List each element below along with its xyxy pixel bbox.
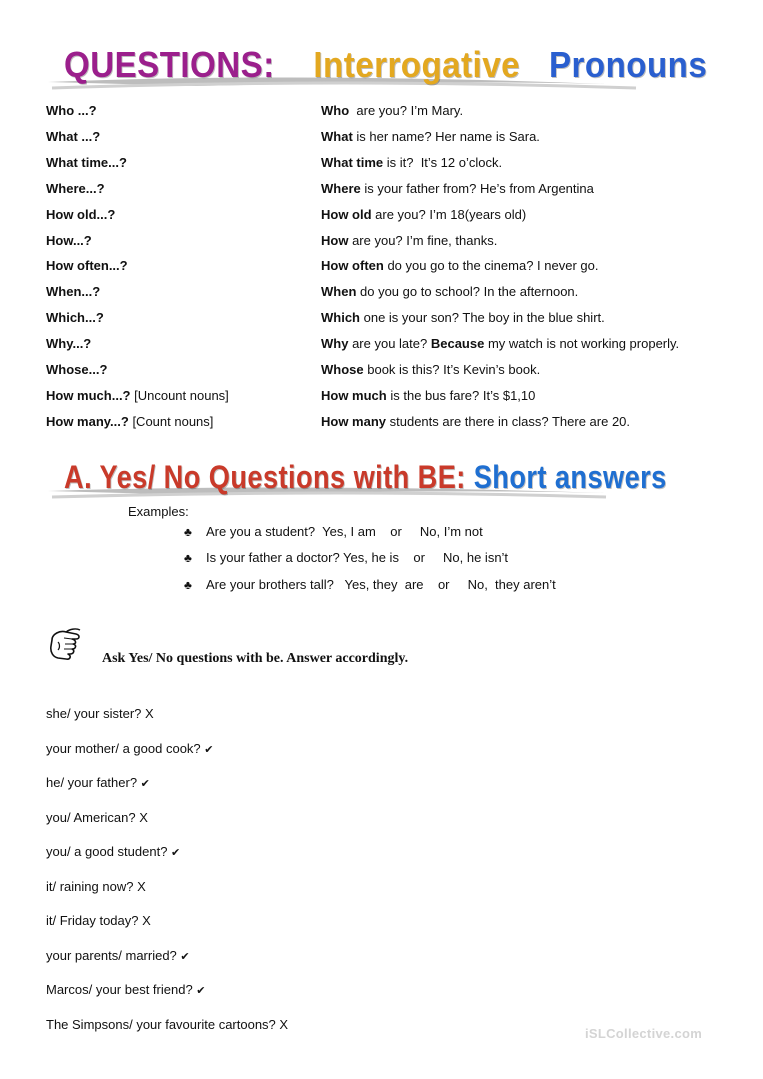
pronoun-question bbox=[46, 388, 229, 403]
example-item bbox=[184, 577, 556, 592]
pronoun-question bbox=[46, 207, 115, 222]
example-sentence: Is your father a doctor? Yes, he is or No, he isn’t bbox=[206, 550, 509, 565]
pointing-hand-icon bbox=[46, 626, 90, 670]
pronoun-row bbox=[0, 233, 763, 255]
pronoun-question-word: How many...? bbox=[46, 413, 129, 429]
pronoun-question-word: How often...? bbox=[46, 258, 128, 274]
exercise-item bbox=[46, 741, 213, 756]
pronoun-question-word: How much...? bbox=[46, 387, 131, 403]
pronoun-question bbox=[46, 310, 104, 325]
pronoun-row bbox=[0, 258, 763, 280]
example-text: students are there in class? There are 20. bbox=[386, 413, 631, 429]
example-text: do you go to school? In the afternoon. bbox=[356, 284, 579, 300]
example-bold: How often bbox=[321, 258, 384, 274]
example-item bbox=[184, 524, 483, 539]
pronoun-note: [Uncount nouns] bbox=[130, 387, 229, 403]
cross-mark: X bbox=[137, 878, 146, 894]
pronoun-example bbox=[321, 233, 497, 248]
checkmark-icon: ✔ bbox=[171, 847, 181, 859]
pronoun-question-word: Why...? bbox=[46, 336, 92, 352]
pronoun-example bbox=[321, 388, 535, 403]
exercise-item bbox=[46, 706, 154, 721]
pronoun-row bbox=[0, 181, 763, 203]
main-title-text bbox=[64, 44, 707, 86]
cross-mark: X bbox=[142, 913, 151, 928]
pronoun-row bbox=[0, 414, 763, 436]
example-bold: How old bbox=[321, 206, 372, 222]
exercise-prompt: you/ a good student? bbox=[46, 844, 172, 859]
exercise-prompt: your mother/ a good cook? bbox=[46, 740, 205, 756]
pronoun-example bbox=[321, 207, 526, 222]
pronoun-question bbox=[46, 336, 91, 351]
example-bold: What bbox=[321, 128, 353, 144]
exercise-item bbox=[46, 775, 150, 790]
pronoun-question-word: How...? bbox=[46, 232, 92, 248]
title-part-questions: QUESTIONS: bbox=[64, 44, 275, 85]
example-item bbox=[184, 550, 508, 565]
main-title bbox=[46, 44, 708, 94]
pronoun-question bbox=[46, 414, 213, 429]
pronoun-question bbox=[46, 233, 92, 248]
section-a-title-text bbox=[64, 459, 667, 496]
checkmark-icon: ✔ bbox=[180, 950, 190, 963]
exercise-item bbox=[46, 844, 180, 859]
title-part-interrogative: Interrogative bbox=[313, 44, 520, 85]
example-text: is it? It’s 12 o’clock. bbox=[383, 154, 503, 170]
pronoun-question-word: Whose...? bbox=[46, 362, 108, 377]
pronoun-row bbox=[0, 103, 763, 125]
pronoun-example bbox=[321, 155, 502, 170]
example-text: do you go to the cinema? I never go. bbox=[383, 258, 599, 274]
example-bold: When bbox=[321, 284, 357, 300]
pronoun-example bbox=[321, 129, 540, 144]
example-text: is the bus fare? It’s $1,10 bbox=[386, 387, 536, 403]
example-sentence: Are your brothers tall? Yes, they are or No, they aren’t bbox=[206, 577, 556, 592]
exercise-prompt: Marcos/ your best friend? bbox=[46, 982, 197, 997]
example-bold: Whose bbox=[321, 362, 364, 377]
checkmark-icon: ✔ bbox=[140, 778, 150, 790]
section-a-title bbox=[46, 459, 667, 505]
example-text: are you? I’m fine, thanks. bbox=[348, 232, 498, 248]
pronoun-question-word: Who ...? bbox=[46, 103, 97, 118]
pronoun-row bbox=[0, 336, 763, 358]
club-bullet-icon: ♣ bbox=[184, 578, 192, 592]
pronoun-row bbox=[0, 362, 763, 384]
title-part-short-answers: Short answers bbox=[473, 459, 667, 495]
club-bullet-icon: ♣ bbox=[184, 525, 192, 539]
example-bold: Why bbox=[321, 336, 349, 352]
example-text: book is this? It’s Kevin’s book. bbox=[363, 362, 541, 377]
exercise-item bbox=[46, 948, 190, 963]
pronoun-question bbox=[46, 181, 105, 196]
club-bullet-icon: ♣ bbox=[184, 551, 192, 565]
title-part-yes-no: A. Yes/ No Questions with BE: bbox=[64, 459, 466, 495]
pronoun-row bbox=[0, 155, 763, 177]
exercise-instruction: Ask Yes/ No questions with be. Answer accordingly. bbox=[102, 651, 409, 666]
pronoun-example bbox=[321, 362, 540, 377]
exercise-prompt: it/ Friday today? bbox=[46, 913, 143, 928]
pronoun-example bbox=[321, 336, 679, 351]
example-bold: What time bbox=[321, 154, 384, 170]
pronoun-row bbox=[0, 129, 763, 151]
example-text: is your father from? He’s from Argentina bbox=[360, 180, 594, 196]
pronoun-note: [Count nouns] bbox=[128, 413, 214, 429]
exercise-prompt: she/ your sister? bbox=[46, 706, 145, 721]
example-text: one is your son? The boy in the blue shirt. bbox=[360, 310, 605, 326]
example-bold: Which bbox=[321, 310, 360, 326]
exercise-item bbox=[46, 982, 206, 997]
watermark: iSLCollective.com bbox=[585, 1026, 703, 1041]
pronoun-row bbox=[0, 310, 763, 332]
pronoun-question-word: What time...? bbox=[46, 154, 127, 170]
exercise-item bbox=[46, 879, 146, 894]
checkmark-icon: ✔ bbox=[204, 743, 214, 756]
pronoun-example bbox=[321, 258, 598, 273]
example-text: are you late? bbox=[348, 336, 431, 352]
example-bold: How bbox=[321, 232, 349, 248]
exercise-prompt: it/ raining now? bbox=[46, 878, 138, 894]
example-bold-2: Because bbox=[430, 336, 485, 352]
exercise-prompt: he/ your father? bbox=[46, 775, 141, 790]
pronoun-row bbox=[0, 207, 763, 229]
pronoun-example bbox=[321, 414, 630, 429]
exercise-prompt: you/ American? bbox=[46, 809, 140, 825]
example-text: is her name? Her name is Sara. bbox=[352, 128, 540, 144]
pronoun-row bbox=[0, 388, 763, 410]
example-text-2: my watch is not working properly. bbox=[484, 336, 680, 352]
example-bold: How much bbox=[321, 387, 387, 403]
pronoun-question bbox=[46, 129, 100, 144]
exercise-prompt: The Simpsons/ your favourite cartoons? bbox=[46, 1016, 280, 1032]
pronoun-question-word: Where...? bbox=[46, 180, 105, 196]
pronoun-example bbox=[321, 284, 578, 299]
pronoun-question-word: Which...? bbox=[46, 310, 104, 326]
cross-mark: X bbox=[145, 706, 154, 721]
pronoun-question bbox=[46, 103, 97, 118]
pronoun-example bbox=[321, 103, 463, 118]
pronoun-question bbox=[46, 258, 128, 273]
cross-mark: X bbox=[139, 809, 148, 825]
pronoun-row bbox=[0, 284, 763, 306]
example-text: are you? I’m 18(years old) bbox=[371, 206, 527, 222]
title-part-pronouns: Pronouns bbox=[548, 44, 708, 85]
exercise-prompt: your parents/ married? bbox=[46, 947, 181, 963]
example-sentence: Are you a student? Yes, I am or No, I’m not bbox=[206, 524, 483, 539]
checkmark-icon: ✔ bbox=[196, 985, 206, 997]
pronoun-question bbox=[46, 284, 100, 299]
pronoun-question bbox=[46, 155, 127, 170]
example-bold: How many bbox=[321, 413, 387, 429]
exercise-item bbox=[46, 1017, 288, 1032]
exercise-item bbox=[46, 810, 148, 825]
cross-mark: X bbox=[279, 1016, 289, 1032]
pronoun-question-word: When...? bbox=[46, 284, 101, 300]
exercise-item bbox=[46, 913, 151, 928]
example-text: are you? I’m Mary. bbox=[349, 103, 464, 118]
examples-label: Examples: bbox=[128, 504, 189, 519]
pronoun-question-word: How old...? bbox=[46, 206, 116, 222]
pronoun-question bbox=[46, 362, 107, 377]
pronoun-question-word: What ...? bbox=[46, 128, 101, 144]
pronoun-example bbox=[321, 181, 594, 196]
pronoun-example bbox=[321, 310, 605, 325]
example-bold: Where bbox=[321, 180, 361, 196]
example-bold: Who bbox=[321, 103, 350, 118]
